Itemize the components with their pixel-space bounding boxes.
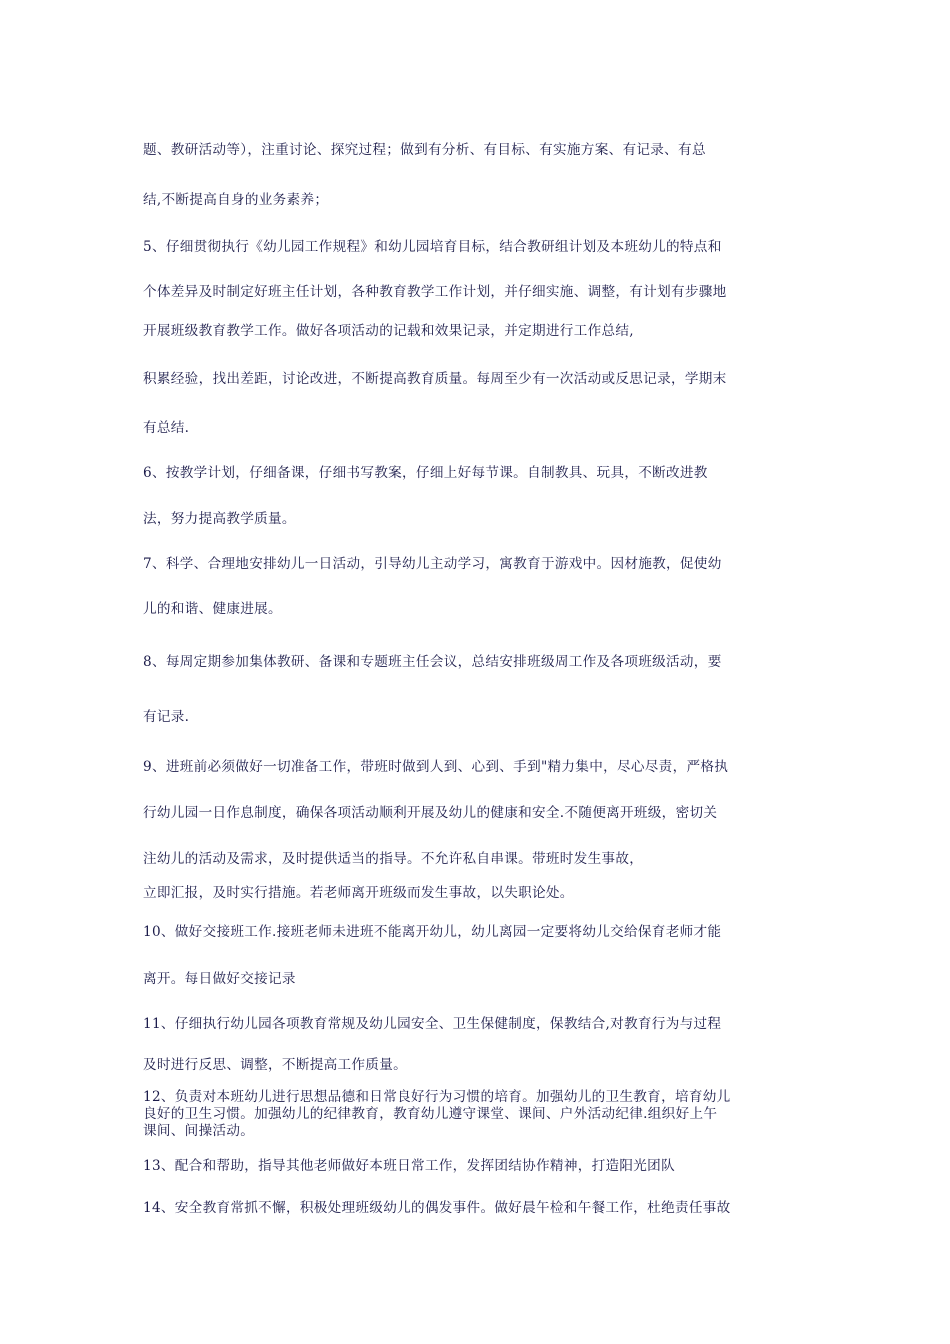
text-line: 7、科学、合理地安排幼儿一日活动，引导幼儿主动学习，寓教育于游戏中。因材施教，促使幼	[143, 556, 722, 572]
text-line: 课间、间操活动。	[143, 1123, 255, 1139]
text-line: 儿的和谐、健康进展。	[143, 601, 282, 617]
text-line: 题、教研活动等），注重讨论、探究过程；做到有分析、有目标、有实施方案、有记录、有总	[143, 142, 706, 158]
text-line: 开展班级教育教学工作。做好各项活动的记载和效果记录，并定期进行工作总结,	[143, 323, 634, 339]
text-line: 法，努力提高教学质量。	[143, 511, 296, 527]
text-line: 8、每周定期参加集体教研、备课和专题班主任会议，总结安排班级周工作及各项班级活动，要	[143, 654, 722, 670]
text-line: 9、进班前必须做好一切准备工作，带班时做到人到、心到、手到"精力集中，尽心尽责，严格执	[143, 759, 729, 775]
text-line: 及时进行反思、调整，不断提高工作质量。	[143, 1057, 407, 1073]
text-line: 11、仔细执行幼儿园各项教育常规及幼儿园安全、卫生保健制度，保教结合,对教育行为与过程	[143, 1016, 722, 1032]
text-line: 个体差异及时制定好班主任计划，各种教育教学工作计划，并仔细实施、调整，有计划有步骤地	[143, 284, 727, 300]
text-line: 5、仔细贯彻执行《幼儿园工作规程》和幼儿园培育目标，结合教研组计划及本班幼儿的特点和	[143, 239, 722, 255]
text-line: 离开。每日做好交接记录	[143, 971, 296, 987]
paragraph-item-12	[143, 1089, 813, 1140]
text-line: 结,不断提高自身的业务素养；	[143, 192, 329, 208]
text-line: 良好的卫生习惯。加强幼儿的纪律教育，教育幼儿遵守课堂、课间、户外活动纪律.组织好上午	[143, 1106, 718, 1122]
text-line: 立即汇报，及时实行措施。若老师离开班级而发生事故，以失职论处。	[143, 885, 574, 901]
text-line: 有记录.	[143, 709, 190, 725]
text-line: 6、按教学计划，仔细备课，仔细书写教案，仔细上好每节课。自制教具、玩具，不断改进教	[143, 465, 708, 481]
text-line: 14、安全教育常抓不懈，积极处理班级幼儿的偶发事件。做好晨午检和午餐工作，杜绝责任事故	[143, 1200, 731, 1216]
text-line: 10、做好交接班工作.接班老师未进班不能离开幼儿，幼儿离园一定要将幼儿交给保育老师才能	[143, 924, 722, 940]
text-line: 行幼儿园一日作息制度，确保各项活动顺利开展及幼儿的健康和安全.不随便离开班级，密切关	[143, 805, 718, 821]
text-line: 积累经验，找出差距，讨论改进，不断提高教育质量。每周至少有一次活动或反思记录，学期末	[143, 371, 727, 387]
text-line: 有总结.	[143, 420, 190, 436]
text-line: 注幼儿的活动及需求，及时提供适当的指导。不允许私自串课。带班时发生事故，	[143, 851, 644, 867]
text-line: 13、配合和帮助，指导其他老师做好本班日常工作，发挥团结协作精神，打造阳光团队	[143, 1158, 675, 1174]
text-line: 12、负责对本班幼儿进行思想品德和日常良好行为习惯的培育。加强幼儿的卫生教育，培育幼儿	[143, 1089, 731, 1105]
